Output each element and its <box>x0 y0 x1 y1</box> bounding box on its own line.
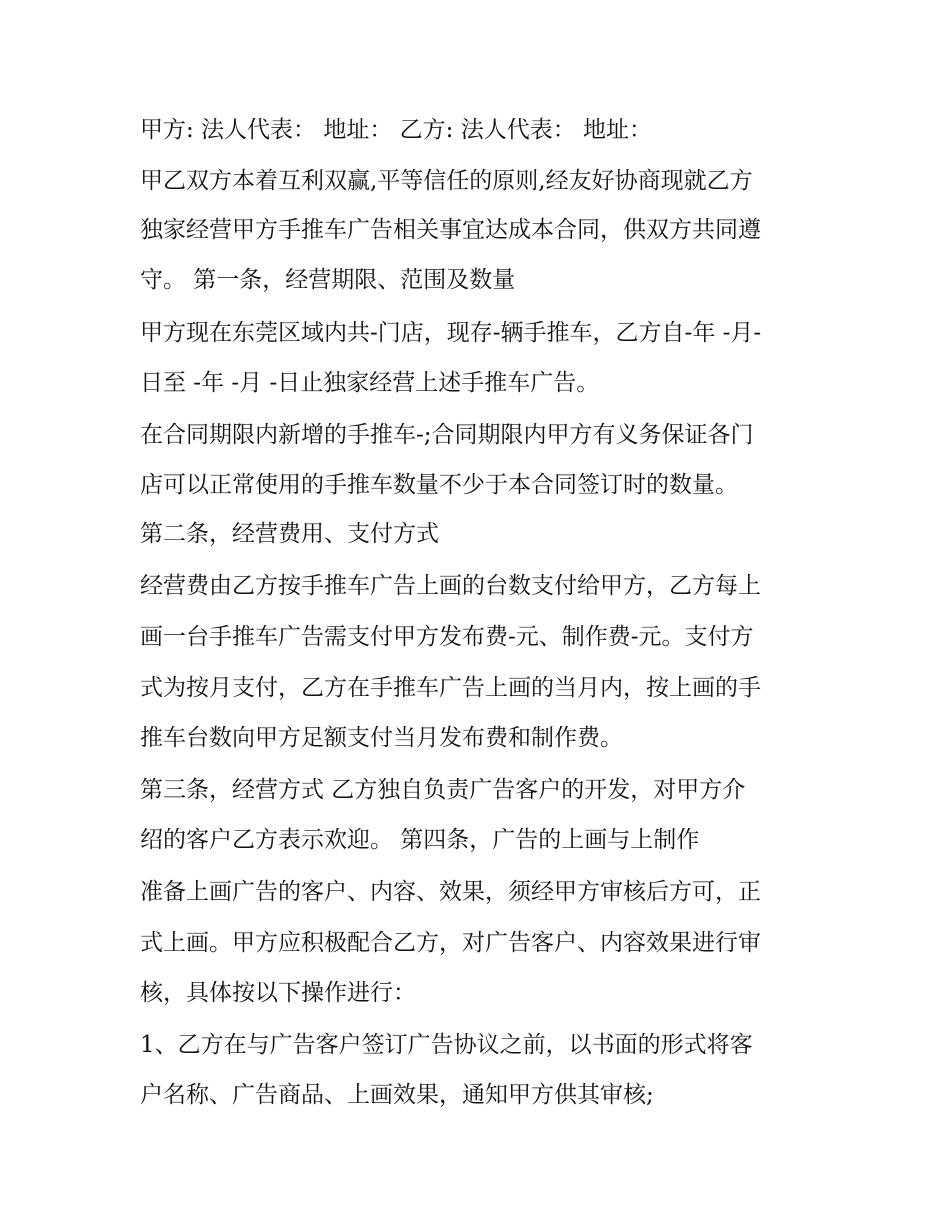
text-line: 独家经营甲方手推车广告相关事宜达成本合同，供双方共同遵 <box>140 217 761 243</box>
text-line: 式为按月支付，乙方在手推车广告上画的当月内，按上画的手 <box>140 675 761 701</box>
text-line: 绍的客户乙方表示欢迎。 第四条，广告的上画与上制作 <box>140 827 700 853</box>
text-line: 在合同期限内新增的手推车-;合同期限内甲方有义务保证各门 <box>140 422 754 448</box>
section-heading: 第二条，经营费用、支付方式 <box>140 521 439 547</box>
text-line: 店可以正常使用的手推车数量不少于本合同签订时的数量。 <box>140 472 738 498</box>
text-line: 守。 第一条，经营期限、范围及数量 <box>140 267 516 293</box>
text-line: 第三条，经营方式 乙方独自负责广告客户的开发，对甲方介 <box>140 777 746 803</box>
text-line: 户名称、广告商品、上画效果，通知甲方供其审核; <box>140 1082 654 1108</box>
text-line: 甲方现在东莞区域内共-门店，现存-辆手推车，乙方自-年 -月- <box>140 320 762 346</box>
header-parties-line: 甲方: 法人代表： 地址： 乙方: 法人代表： 地址： <box>140 117 653 143</box>
text-line: 准备上画广告的客户、内容、效果，须经甲方审核后方可，正 <box>140 879 761 905</box>
text-line: 推车台数向甲方足额支付当月发布费和制作费。 <box>140 725 623 751</box>
text-line: 经营费由乙方按手推车广告上画的台数支付给甲方，乙方每上 <box>140 573 761 599</box>
text-line: 核，具体按以下操作进行： <box>140 980 416 1006</box>
text-line: 式上画。甲方应积极配合乙方，对广告客户、内容效果进行审 <box>140 930 761 956</box>
text-line: 甲乙双方本着互利双赢,平等信任的原则,经友好协商现就乙方 <box>140 168 753 194</box>
text-line: 日至 -年 -月 -日止独家经营上述手推车广告。 <box>140 370 600 396</box>
text-line: 1、乙方在与广告客户签订广告协议之前，以书面的形式将客 <box>140 1032 753 1058</box>
text-line: 画一台手推车广告需支付甲方发布费-元、制作费-元。支付方 <box>140 624 754 650</box>
